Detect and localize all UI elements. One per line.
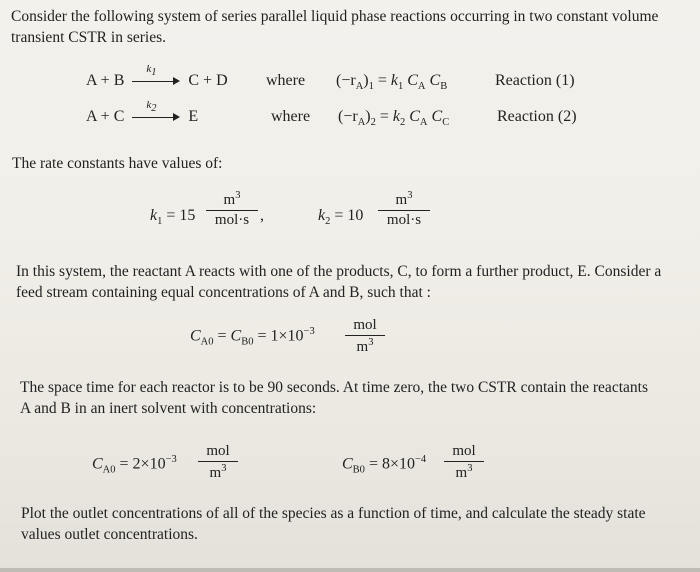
k1-separator: , bbox=[260, 207, 264, 224]
k2-units: $m^3$ mol·s bbox=[378, 190, 430, 229]
reaction-2-arrow: $k_2$ bbox=[132, 112, 180, 122]
reaction-2-reactants: A + C bbox=[86, 108, 125, 125]
k1-equation: $k_1 = 15$ bbox=[150, 207, 196, 228]
feed-units: mol $m^3$ bbox=[345, 317, 385, 356]
space-time-paragraph: The space time for each reactor is to be 90 seconds. At time zero, the two CSTR contain the reactants A and B in an inert solvent with concentrations: bbox=[20, 379, 648, 417]
task-paragraph: Plot the outlet concentrations of all of the species as a function of time, and calculate the steady state values outlet concentrations. bbox=[21, 505, 646, 543]
reaction-2-where: where bbox=[271, 108, 311, 125]
reaction-2-products: E bbox=[188, 108, 199, 125]
initial-ca0-units: mol $m^3$ bbox=[198, 443, 238, 482]
reaction-1-products: C + D bbox=[188, 72, 228, 89]
reaction-1 bbox=[86, 63, 228, 90]
reaction-2-rate-law: $(-r_A)_2 = k_2$ $C_A$ $C_C$ bbox=[338, 108, 450, 129]
system-paragraph: In this system, the reactant A reacts with one of the products, C, to form a further product, E. Consider a feed stream containing equal concentrations of A and B, such that : bbox=[16, 263, 662, 301]
reaction-1-rate-law: $(-r_A)_1 = k_1$ $C_A$ $C_B$ bbox=[336, 72, 448, 93]
reaction-2-label: Reaction (2) bbox=[497, 108, 577, 125]
initial-cb0-units: mol $m^3$ bbox=[444, 443, 484, 482]
intro-paragraph: Consider the following system of series parallel liquid phase reactions occurring in two constant volume transient CSTR in series. bbox=[11, 8, 659, 46]
page-bottom-edge bbox=[0, 568, 700, 572]
initial-cb0-equation: $C_{B0} = 8\times 10^{-4}$ bbox=[342, 454, 427, 476]
initial-ca0-equation: $C_{A0} = 2\times 10^{-3}$ bbox=[92, 454, 177, 476]
reaction-1-label: Reaction (1) bbox=[495, 72, 575, 89]
rate-constants-heading: The rate constants have values of: bbox=[12, 155, 223, 172]
reaction-2 bbox=[86, 99, 199, 126]
reaction-1-where: where bbox=[266, 72, 306, 89]
reaction-1-arrow: $k_1$ bbox=[132, 76, 180, 86]
reaction-1-reactants: A + B bbox=[86, 72, 125, 89]
feed-equation: $C_{A0} = C_{B0} = 1\times 10^{-3}$ bbox=[190, 326, 315, 348]
k1-units: $m^3$ mol·s bbox=[206, 190, 258, 229]
k2-equation: $k_2 = 10$ bbox=[318, 207, 364, 228]
